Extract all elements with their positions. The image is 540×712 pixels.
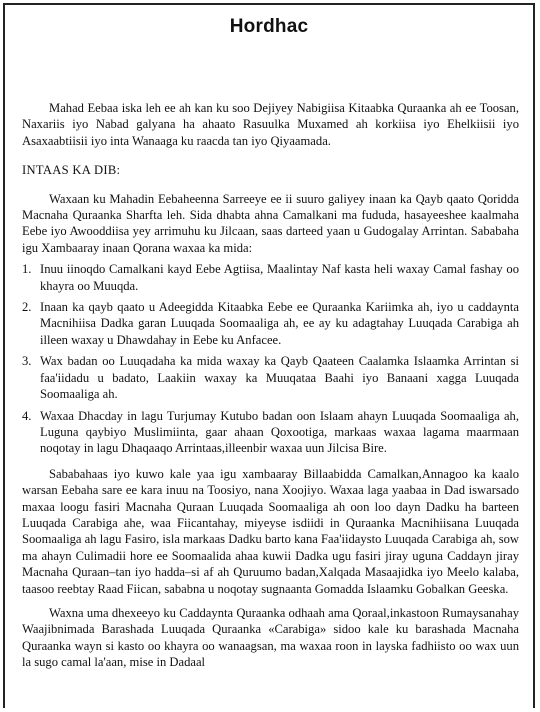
- list-item: [22, 261, 519, 294]
- page: [3, 3, 535, 708]
- list-item: [22, 353, 519, 402]
- list-item-text: Inuu iinoqdo Camalkani kayd Eebe Agtiisa, Maalintay Naf kasta heli waxay Camal fashay oo khayra oo Muuqda.: [40, 262, 519, 293]
- paragraph-2: Sababahaas iyo kuwo kale yaa igu xambaaray Billaabidda Camalkan,Annagoo ka kaalo warsan Eebaha sare ee kara inuu na Toosiyo, nana Xoojiyo. Waxaa laga yaabaa in Dad iswarsado maxaa loogu fasiri Macnaha Quraan Luuqada Soomaaliga ah oon loo dayn Dadku ha barteen Luuqada Carabiga ahe, waa Fiicantahay, miyeyse isdiidi in Quraanka Macnihiisana Luuqada Soomaaliga ah lagu Fasiro, isla markaas Dadku barto kana Faa'iidaysto Luuqada Carabiga ah, sow ma ahayn Culimadii hore ee Soomaalida ahaa kuwii Dadka ugu fasiri jiray uguna Caddayn jiray Macnaha Quraan–tan iyo hadda–si af ah Quruumo badan,Xalqada Masaajidka iyo Meelo kalaba, taasoo reebtay Raad Fiican, sababna u noqotay sugnaanta Gomadda Islaamku Gobalkan Geeska.: [22, 466, 519, 596]
- reasons-list: [22, 261, 519, 456]
- list-item-text: Inaan ka qayb qaato u Adeegidda Kitaabka Eebe ee Quraanka Kariimka ah, iyo u caddaynta Macnihiisa Dadka garan Luuqada Soomaaliga ah, ee ay ku adagtahay Luuqada Carabiga ah illeen waxay u Dhawdahay in Eebe ku Anfacee.: [40, 300, 519, 347]
- paragraph-1: Waxaan ku Mahadin Eebaheenna Sarreeye ee ii suuro galiyey inaan ka Qayb qaato Qoridda Macnaha Quraanka Sharfta leh. Sida dhabta ahna Camalkani ma fududa, hasayeeshee kaalmaha Eebe iyo Awooddiisa yey arrimuhu ku Jilcaan, saas darteed yaan u Gudogalay Arrintan. Sababaha igu Xambaaray inaan Qorana waxaa ka mida:: [22, 191, 519, 255]
- page-title: Hordhac: [229, 16, 309, 37]
- list-item: [22, 299, 519, 348]
- list-item-text: Wax badan oo Luuqadaha ka mida waxay ka Qayb Qaateen Caalamka Islaamka Arrintan si faa'iidadu u badato, Laakiin waxay ka Muuqataa Baahi iyo Banaani xagga Luuqada Soomaaliga ah.: [40, 354, 519, 402]
- list-item-number: 1.: [22, 262, 32, 277]
- list-item-number: 2.: [22, 300, 32, 315]
- section-heading: INTAAS KA DIB:: [22, 163, 121, 178]
- intro-paragraph: Mahad Eebaa iska leh ee ah kan ku soo Dejiyey Nabigiisa Kitaabka Quraanka ah ee Toosan, Naxariis iyo Nabad galyana ha ahaato Rasuulka Muxamed ah korkiisa iyo Ehelkiisii iyo Asaxaabtiisii iyo inta Wanaaga ku raacda tan iyo Qiyaamada.: [22, 101, 519, 148]
- list-item-number: 4.: [22, 408, 32, 423]
- paragraph-3: Waxna uma dhexeeyo ku Caddaynta Quraanka odhaah ama Qoraal,inkastoon Rumaysanahay Waajibnimada Barashada Luuqada Quraanka «Carabiga» sidoo kale ku barashada Macnaha Quraanka wayn si kasto oo khayra oo wanaagsan, ma waxaa roon in layska fadhiisto oo wax uun la sugo camal la'aan, mise in Dadaal: [22, 605, 519, 670]
- list-item-number: 3.: [22, 354, 32, 369]
- list-item: [22, 408, 519, 457]
- list-item-text: Waxaa Dhacday in lagu Turjumay Kutubo badan oon Islaam ahayn Luuqada Soomaaliga ah, Luguna qaybiyo Muslimiinta, gaar ahaan Qoxootiga, markaas waxaa lagama maarmaan noqotay in lagu Dhaqaaqo Arrintaas,illeenbir waxaa uun Jilcisa Bire.: [40, 408, 519, 456]
- body-text: [22, 100, 519, 671]
